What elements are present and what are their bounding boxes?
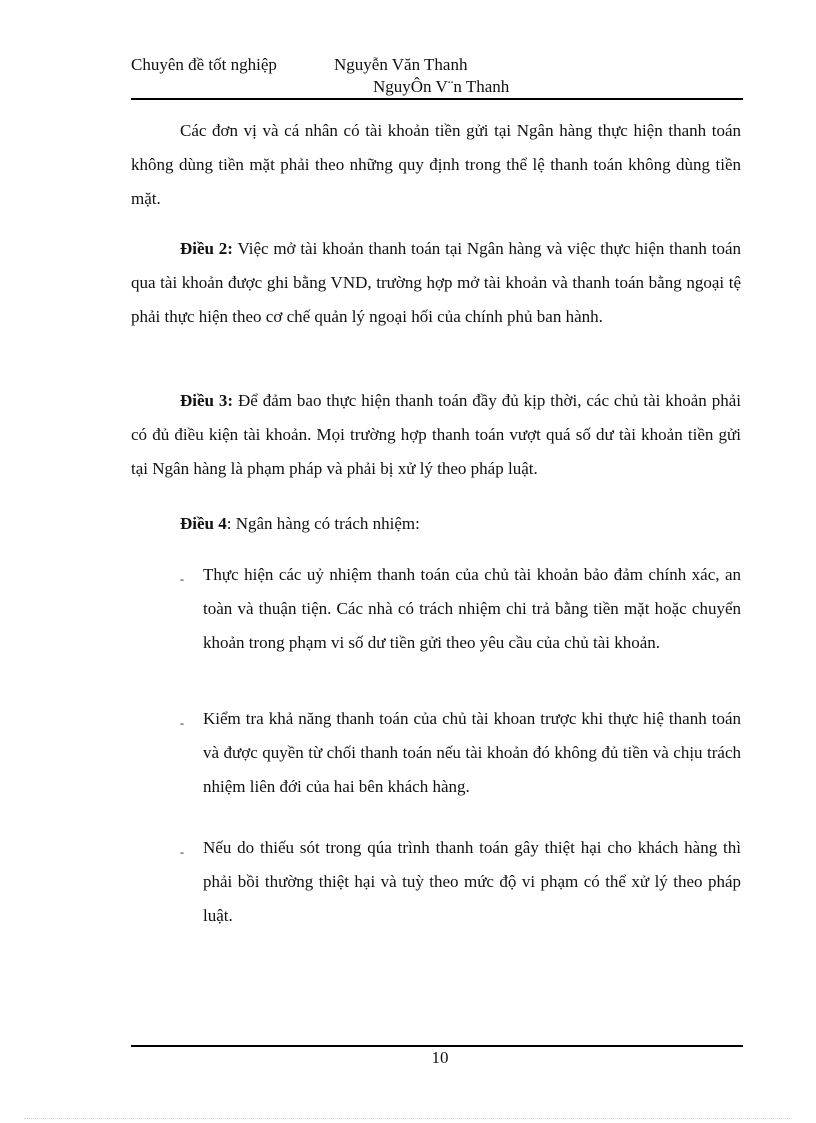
page-edge-dotted-line	[24, 1118, 792, 1119]
bullet-item-1: Thực hiện các uỷ nhiệm thanh toán của chủ tài khoản bảo đảm chính xác, an toàn và thuận tiện. Các nhà có trách nhiệm chi trả bằng tiền mặt hoặc chuyển khoản trong phạm vi số dư tiền gửi theo yêu cầu của chủ tài khoản.	[203, 565, 741, 652]
bullet-marker: -	[180, 572, 184, 586]
header-rule	[131, 98, 743, 100]
footer-rule	[131, 1045, 743, 1047]
bullet-marker: -	[180, 716, 184, 730]
article-3-text: Để đảm bao thực hiện thanh toán đầy đủ kịp thời, các chủ tài khoản phải có đủ điều kiện tài khoản. Mọi trường hợp thanh toán vượt quá số dư tài khoản tiền gửi tại Ngân hàng là phạm pháp và phải bị xử lý theo pháp luật.	[131, 391, 741, 478]
bullet-marker: -	[180, 845, 184, 859]
article-3-label: Điều 3:	[180, 391, 234, 410]
bullet-item-3: Nếu do thiếu sót trong qúa trình thanh toán gây thiệt hại cho khách hàng thì phải bồi thường thiệt hại và tuỳ theo mức độ vi phạm có thể xử lý theo pháp luật.	[203, 838, 741, 925]
article-2-label: Điều 2:	[180, 239, 233, 258]
article-2	[131, 232, 741, 334]
article-4-label: Điều 4	[180, 514, 227, 533]
body-text	[131, 114, 741, 216]
intro-paragraph: Các đơn vị và cá nhân có tài khoản tiền gửi tại Ngân hàng thực hiện thanh toán không dùng tiền mặt phải theo những quy định trong thể lệ thanh toán không dùng tiền mặt.	[131, 121, 741, 208]
header-author-garbled: NguyÔn V¨n Thanh	[373, 77, 510, 96]
article-4-text: : Ngân hàng có trách nhiệm:	[226, 514, 420, 533]
header-author: Nguyễn Văn Thanh	[334, 55, 468, 74]
article-4	[131, 507, 741, 541]
article-2-text: Việc mở tài khoản thanh toán tại Ngân hàng và việc thực hiện thanh toán qua tài khoản được ghi bằng VND, trường hợp mở tài khoản và thanh toán bằng ngoại tệ phải thực hiện theo cơ chế quản lý ngoại hối của chính phủ ban hành.	[131, 239, 741, 326]
header-left-title: Chuyên đề tốt nghiệp	[131, 55, 277, 74]
page-number: 10	[431, 1048, 449, 1067]
article-3	[131, 384, 741, 486]
bullet-item-2: Kiểm tra khả năng thanh toán của chủ tài khoan trược khi thực hiệ thanh toán và được quyền từ chối thanh toán nếu tài khoản đó không đủ tiền và chịu trách nhiệm liên đới của hai bên khách hàng.	[203, 709, 741, 796]
